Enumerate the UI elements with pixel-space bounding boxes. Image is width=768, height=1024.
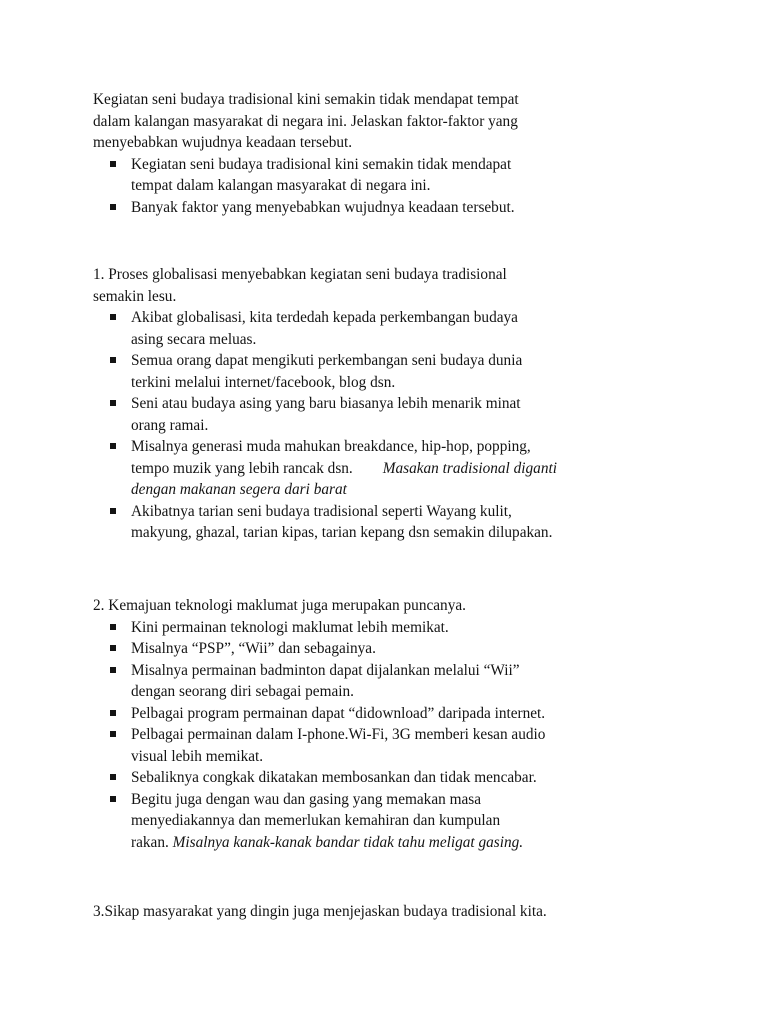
list-item-text: tempat dalam kalangan masyarakat di negara ini.: [131, 177, 431, 194]
list-item-text-normal: rakan.: [131, 833, 169, 851]
list-item-text: Seni atau budaya asing yang baru biasanya lebih menarik minat: [131, 395, 521, 412]
list-item-text: Kini permainan teknologi maklumat lebih memikat.: [131, 618, 449, 636]
square-bullet-icon: [110, 161, 116, 167]
list-item-text: menyediakannya dan memerlukan kemahiran dan kumpulan: [131, 812, 501, 829]
list-item-text: [131, 832, 693, 854]
list-item: [93, 350, 693, 393]
section-3-heading: 3.Sikap masyarakat yang dingin juga menjejaskan budaya tradisional kita.: [93, 903, 547, 920]
square-bullet-icon: [110, 314, 116, 320]
list-item-text: Misalnya permainan badminton dapat dijalankan melalui “Wii”: [131, 661, 520, 679]
list-item-text: terkini melalui internet/facebook, blog dsn.: [131, 373, 396, 391]
list-item: [93, 307, 693, 350]
italic-example-text: dengan makanan segera dari barat: [131, 481, 347, 498]
list-item: [93, 617, 693, 639]
square-bullet-icon: [110, 774, 116, 780]
list-item-text: [131, 458, 693, 480]
list-item-text: Semua orang dapat mengikuti perkembangan seni budaya dunia: [131, 352, 523, 369]
square-bullet-icon: [110, 710, 116, 716]
list-item: [93, 724, 693, 767]
list-item: [93, 638, 693, 660]
section-2-bullet-list: [93, 617, 693, 854]
list-item: [93, 767, 693, 789]
list-item: [93, 197, 693, 219]
list-item-text: orang ramai.: [131, 416, 209, 434]
list-item: [93, 703, 693, 725]
square-bullet-icon: [110, 357, 116, 363]
list-item: [93, 501, 693, 544]
section-3: [93, 901, 693, 923]
square-bullet-icon: [110, 645, 116, 651]
list-item-text: Sebaliknya congkak dikatakan membosankan dan tidak mencabar.: [131, 769, 537, 786]
list-item-text: Akibatnya tarian seni budaya tradisional seperti Wayang kulit,: [131, 502, 512, 520]
list-item-text: asing secara meluas.: [131, 330, 257, 348]
list-item-text: Kegiatan seni budaya tradisional kini semakin tidak mendapat: [131, 155, 512, 173]
square-bullet-icon: [110, 624, 116, 630]
list-item: [93, 660, 693, 703]
list-item-text-normal: tempo muzik yang lebih rancak dsn.: [131, 459, 353, 477]
square-bullet-icon: [110, 667, 116, 673]
section-1-heading: semakin lesu.: [93, 287, 177, 305]
section-1: [93, 264, 693, 544]
list-item: [93, 154, 693, 197]
intro-line: Kegiatan seni budaya tradisional kini semakin tidak mendapat tempat: [93, 91, 519, 108]
square-bullet-icon: [110, 508, 116, 514]
section-1-bullet-list: [93, 307, 693, 544]
list-item-text: Pelbagai program permainan dapat “didownload” daripada internet.: [131, 704, 546, 722]
intro-bullet-list: [93, 154, 693, 219]
italic-example-text: Misalnya kanak-kanak bandar tidak tahu meligat gasing.: [172, 833, 524, 851]
list-item: [93, 789, 693, 854]
list-item-text: visual lebih memikat.: [131, 747, 264, 765]
section-2: [93, 595, 693, 853]
section-2-heading: 2. Kemajuan teknologi maklumat juga merupakan puncanya.: [93, 597, 466, 614]
list-item-text: Pelbagai permainan dalam I-phone.Wi-Fi, 3G memberi kesan audio: [131, 726, 546, 743]
square-bullet-icon: [110, 731, 116, 737]
list-item: [93, 436, 693, 501]
square-bullet-icon: [110, 796, 116, 802]
section-1-heading: 1. Proses globalisasi menyebabkan kegiatan seni budaya tradisional: [93, 266, 507, 283]
intro-line: dalam kalangan masyarakat di negara ini. Jelaskan faktor-faktor yang: [93, 112, 518, 130]
intro-line: menyebabkan wujudnya keadaan tersebut.: [93, 134, 353, 151]
list-item-text: Banyak faktor yang menyebabkan wujudnya keadaan tersebut.: [131, 198, 515, 216]
list-item-text: Begitu juga dengan wau dan gasing yang memakan masa: [131, 790, 482, 808]
list-item: [93, 393, 693, 436]
list-item-text: makyung, ghazal, tarian kipas, tarian kepang dsn semakin dilupakan.: [131, 524, 553, 541]
intro-section: [93, 89, 693, 218]
list-item-text: Misalnya generasi muda mahukan breakdance, hip-hop, popping,: [131, 438, 531, 455]
list-item-text: dengan seorang diri sebagai pemain.: [131, 683, 354, 700]
italic-example-text: Masakan tradisional diganti: [382, 459, 557, 477]
list-item-text: Akibat globalisasi, kita terdedah kepada perkembangan budaya: [131, 309, 518, 326]
square-bullet-icon: [110, 204, 116, 210]
square-bullet-icon: [110, 400, 116, 406]
list-item-text: Misalnya “PSP”, “Wii” dan sebagainya.: [131, 640, 376, 657]
square-bullet-icon: [110, 443, 116, 449]
